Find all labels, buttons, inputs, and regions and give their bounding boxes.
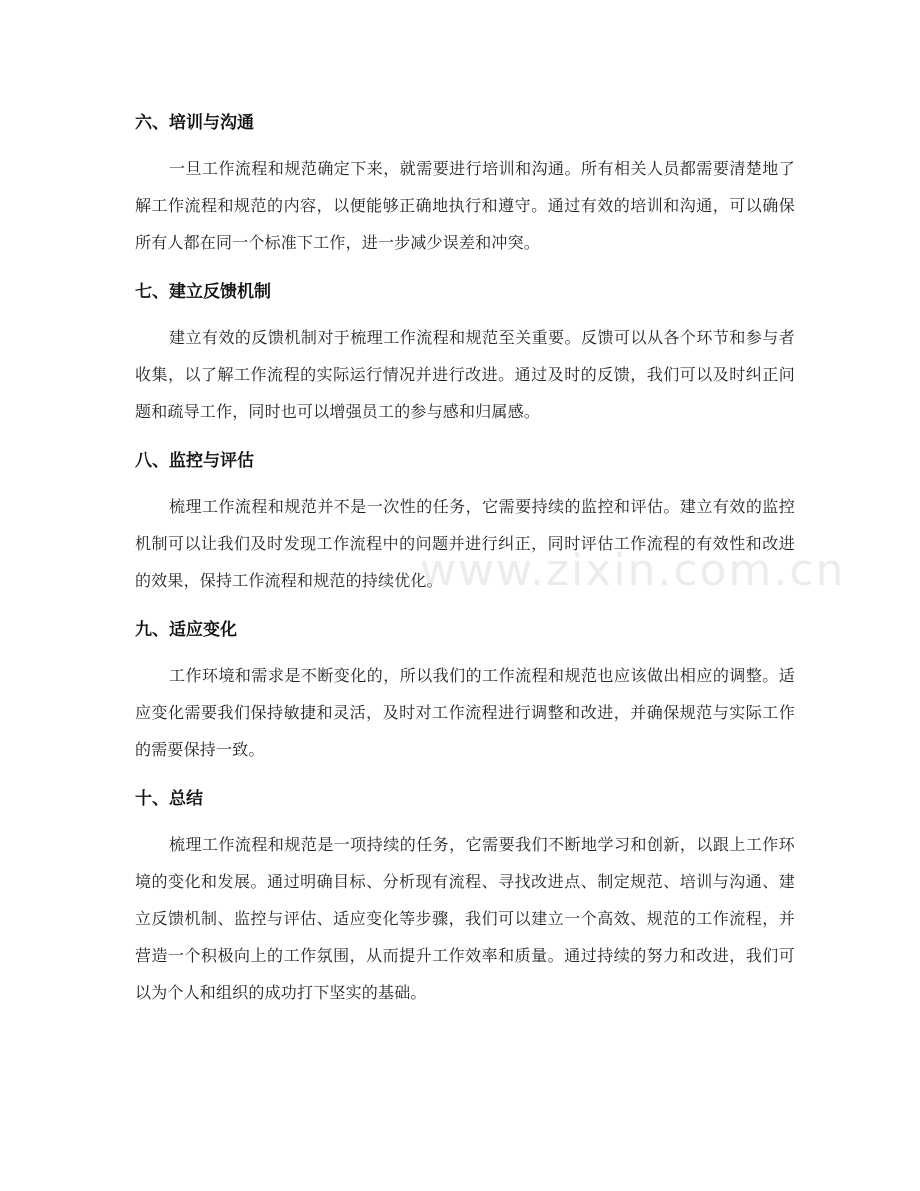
section-paragraph: 工作环境和需求是不断变化的，所以我们的工作流程和规范也应该做出相应的调整。适应变化需要我们保持敏捷和灵活，及时对工作流程进行调整和改进，并确保规范与实际工作的需要保持一致。 xyxy=(135,666,795,759)
section-heading: 十、总结 xyxy=(135,789,203,809)
section-heading: 七、建立反馈机制 xyxy=(135,282,271,302)
watermark: www.zixin.com.cn xyxy=(420,545,846,596)
section-adapt-to-change xyxy=(135,611,795,768)
section-heading: 九、适应变化 xyxy=(135,620,237,640)
section-paragraph: 一旦工作流程和规范确定下来，就需要进行培训和沟通。所有相关人员都需要清楚地了解工作流程和规范的内容，以便能够正确地执行和遵守。通过有效的培训和沟通，可以确保所有人都在同一个标准下工作，进一步减少误差和冲突。 xyxy=(135,159,795,252)
section-summary xyxy=(135,780,795,1011)
section-heading: 六、培训与沟通 xyxy=(135,113,254,133)
section-monitoring-evaluation xyxy=(135,442,795,599)
section-paragraph: 梳理工作流程和规范并不是一次性的任务，它需要持续的监控和评估。建立有效的监控机制可以让我们及时发现工作流程中的问题并进行纠正，同时评估工作流程的有效性和改进的效果，保持工作流程和规范的持续优化。 xyxy=(135,497,795,590)
document-body xyxy=(135,104,795,1023)
section-heading: 八、监控与评估 xyxy=(135,451,254,471)
section-paragraph: 梳理工作流程和规范是一项持续的任务，它需要我们不断地学习和创新，以跟上工作环境的变化和发展。通过明确目标、分析现有流程、寻找改进点、制定规范、培训与沟通、建立反馈机制、监控与评估、适应变化等步骤，我们可以建立一个高效、规范的工作流程，并营造一个积极向上的工作氛围，从而提升工作效率和质量。通过持续的努力和改进，我们可以为个人和组织的成功打下坚实的基础。 xyxy=(135,835,795,1002)
section-training-communication xyxy=(135,104,795,261)
section-feedback-mechanism xyxy=(135,273,795,430)
section-paragraph: 建立有效的反馈机制对于梳理工作流程和规范至关重要。反馈可以从各个环节和参与者收集，以了解工作流程的实际运行情况并进行改进。通过及时的反馈，我们可以及时纠正问题和疏导工作，同时也可以增强员工的参与感和归属感。 xyxy=(135,328,795,421)
